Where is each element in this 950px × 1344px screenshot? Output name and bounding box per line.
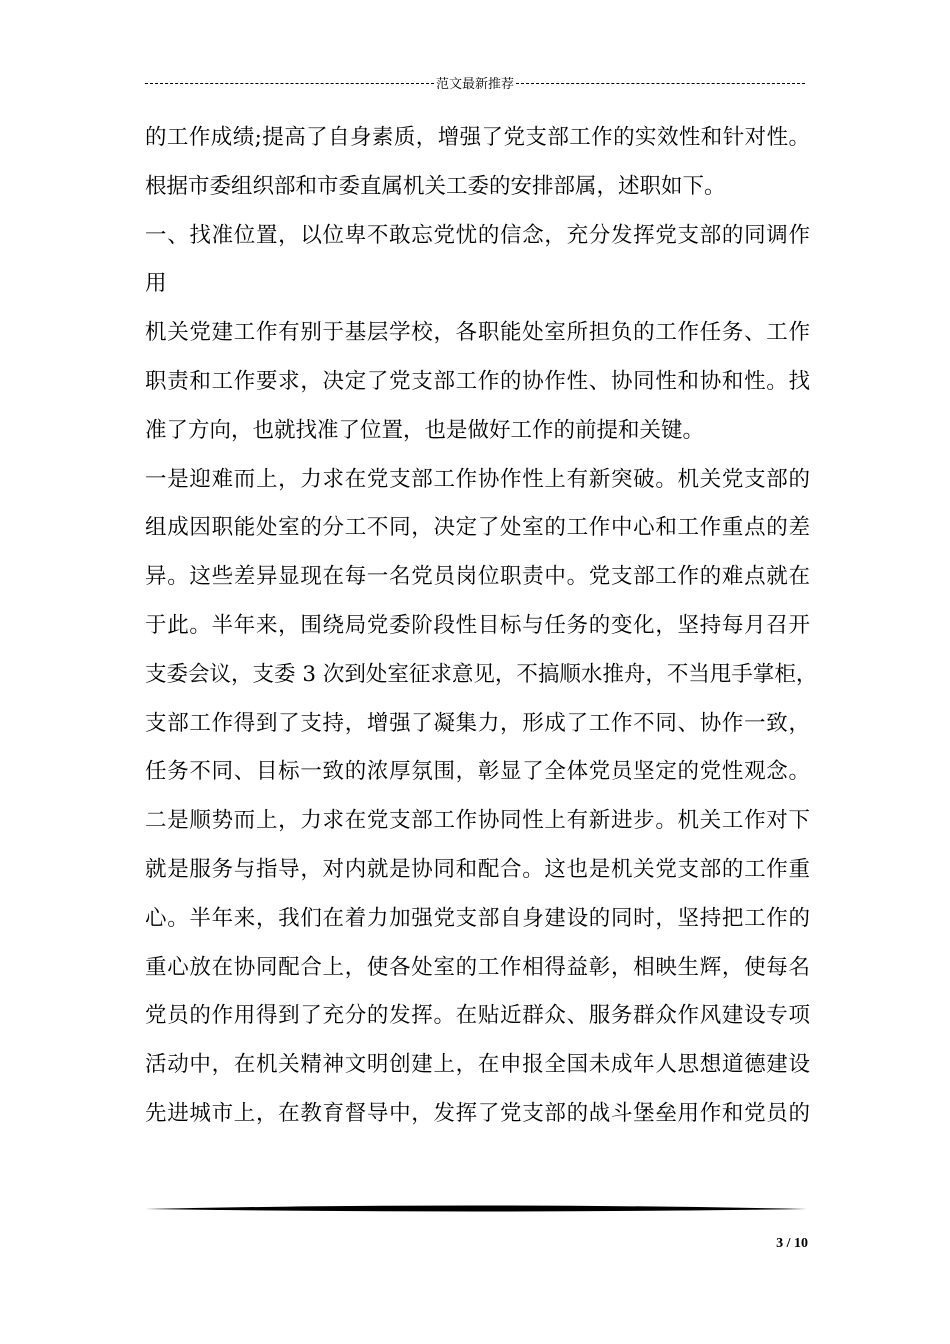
text-line: 准了方向，也就找准了位置，也是做好工作的前提和关键。 [145,417,705,443]
text-line: 一、找准位置，以位卑不敢忘党忧的信念，充分发挥党支部的同调作 [145,222,810,248]
page-number: 3 / 10 [776,1236,808,1251]
text-line: 任务不同、目标一致的浓厚氛围，彰显了全体党员坚定的党性观念。 [145,759,810,785]
text-line: 根据市委组织部和市委直属机关工委的安排部属，述职如下。 [145,173,726,199]
text-line: 活动中，在机关精神文明创建上，在申报全国未成年人思想道德建设 [145,1052,810,1078]
text-line: 党员的作用得到了充分的发挥。在贴近群众、服务群众作风建设专项 [145,1003,810,1029]
header-dashes-right [516,83,805,84]
text-line: 支部工作得到了支持，增强了凝集力，形成了工作不同、协作一致， [145,710,810,736]
text-line: 支委会议，支委 3 次到处室征求意见，不搞顺水推舟，不当甩手掌柜， [145,661,818,687]
document-body [145,114,818,1139]
text-line: 用 [145,271,167,297]
text-line: 职责和工作要求，决定了党支部工作的协作性、协同性和协和性。找 [145,368,810,394]
text-line: 先进城市上，在教育督导中，发挥了党支部的战斗堡垒用作和党员的 [145,1100,810,1126]
text-line: 的工作成绩;提高了自身素质，增强了党支部工作的实效性和针对性。 [145,125,810,150]
text-line: 重心放在协同配合上，使各处室的工作相得益彰，相映生辉，使每名 [145,954,810,980]
text-line: 异。这些差异显现在每一名党员岗位职责中。党支部工作的难点就在 [145,564,810,590]
text-line: 一是迎难而上，力求在党支部工作协作性上有新突破。机关党支部的 [145,466,810,492]
text-line: 于此。半年来，围绕局党委阶段性目标与任务的变化，坚持每月召开 [145,612,810,638]
text-line: 组成因职能处室的分工不同，决定了处室的工作中心和工作重点的差 [145,515,810,541]
page-header [145,70,805,94]
header-dashes-left [145,83,434,84]
text-line: 心。半年来，我们在着力加强党支部自身建设的同时，坚持把工作的 [145,905,810,931]
text-line: 机关党建工作有别于基层学校，各职能处室所担负的工作任务、工作 [145,320,810,346]
footer-rule [145,1203,807,1215]
text-line: 二是顺势而上，力求在党支部工作协同性上有新进步。机关工作对下 [145,808,810,834]
header-title: 范文最新推荐 [436,76,515,92]
text-line: 就是服务与指导，对内就是协同和配合。这也是机关党支部的工作重 [145,856,810,882]
